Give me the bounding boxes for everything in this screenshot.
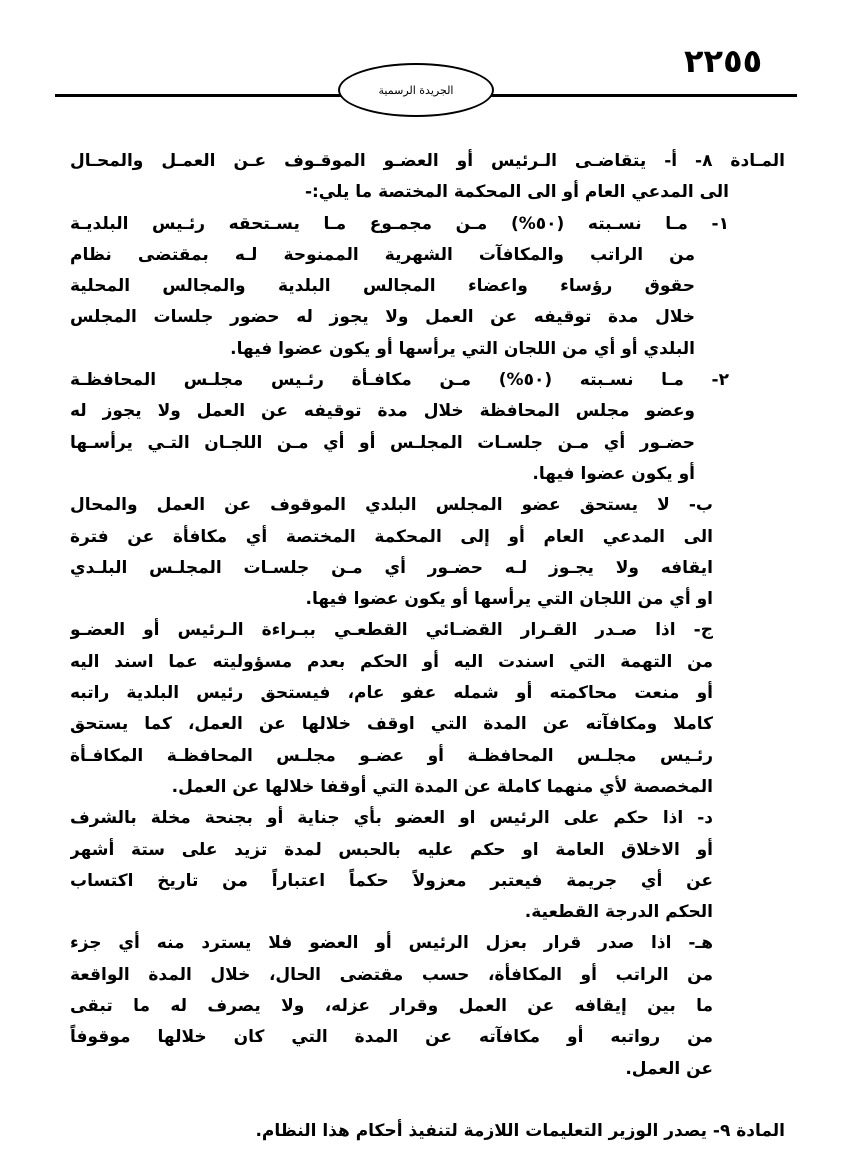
text-line: حضـور أي مـن جلسـات المجلـس أو أي مـن اللجـان التـي يرأسـها [70, 432, 695, 453]
text-line: من رواتبه أو مكافآته عن المدة التي كان خلالها موقوفاً [70, 1027, 713, 1048]
text-line: خلال مدة توقيفه عن العمل ولا يجوز له حضور جلسات المجلس [70, 307, 695, 328]
text-line: هـ- اذا صدر قرار بعزل الرئيس أو العضو فلا يسترد منه أي جزء [70, 933, 713, 954]
text-line: عن أي جريمة فيعتبر معزولاً حكماً اعتباراً من تاريخ اكتساب [70, 870, 713, 891]
text-line: د- اذا حكم على الرئيس او العضو بأي جناية أو بجنحة مخلة بالشرف [70, 808, 713, 829]
text-line: ٢- مـا نسـبته (٥٠%) مـن مكافـأة رئـيس مجلـس المحافظـة [70, 370, 730, 391]
text-line: المادة ٩- يصدر الوزير التعليمات اللازمة لتنفيذ أحكام هذا النظام. [255, 1120, 785, 1141]
text-line: حقوق رؤساء واعضاء المجالس البلدية والمجالس المحلية [70, 276, 695, 297]
text-line: ما بين إيقافه عن العمل وقرار عزله، ولا يصرف له ما تبقى [70, 996, 713, 1017]
text-line: وعضو مجلس المحافظة خلال مدة توقيفه عن العمل ولا يجوز له [70, 401, 695, 422]
text-line: أو الاخلاق العامة او حكم عليه بالحبس لمدة تزيد على ستة أشهر [70, 839, 713, 860]
text-line: ج- اذا صـدر القـرار القضـائي القطعـي ببـراءة الـرئيس أو العضـو [70, 620, 713, 641]
document-body [70, 146, 785, 1147]
text-line: ب- لا يستحق عضو المجلس البلدي الموقوف عن العمل والمحال [70, 495, 713, 516]
text-line: الحكم الدرجة القطعية. [524, 902, 713, 923]
gazette-oval-label: الجريدة الرسمية [338, 63, 494, 117]
text-line: البلدي أو أي من اللجان التي يرأسها أو يكون عضوا فيها. [230, 338, 695, 359]
text-line: كاملا ومكافآته عن المدة التي اوقف خلالها عن العمل، كما يستحق [70, 714, 713, 735]
text-line: الى المدعي العام أو الى المحكمة المختصة ما يلي:- [304, 182, 729, 203]
text-line: ١- مـا نسـبته (٥٠%) مـن مجمـوع مـا يسـتحقه رئـيس البلديـة [70, 213, 730, 234]
text-line: أو منعت محاكمته أو شمله عفو عام، فيستحق رئيس البلدية راتبه [70, 683, 713, 704]
text-line: او أي من اللجان التي يرأسها أو يكون عضوا فيها. [305, 589, 713, 610]
text-line: المـادة ٨- أ- يتقاضـى الـرئيس أو العضـو الموقـوف عـن العمـل والمحـال [70, 151, 785, 171]
text-line: من التهمة التي اسندت اليه أو الحكم بعدم مسؤوليته عما اسند اليه [70, 651, 713, 672]
text-line: أو يكون عضوا فيها. [532, 463, 695, 484]
text-line: ايقافه ولا يجـوز لـه حضـور أي مـن جلسـات المجلـس البلـدي [70, 557, 713, 578]
text-line: المخصصة لأي منهما كاملة عن المدة التي أوقفا خلالها عن العمل. [171, 776, 713, 797]
text-line: من الراتب أو المكافأة، حسب مقتضى الحال، خلال المدة الواقعة [70, 964, 713, 985]
text-line: من الراتب والمكافآت الشهرية الممنوحة لـه بمقتضى نظام [70, 244, 695, 265]
paragraph-gap [70, 1085, 785, 1116]
text-line: رئـيس مجلـس المحافظـة أو عضـو مجلـس المحافظـة المكافـأة [70, 745, 713, 766]
text-line: الى المدعي العام أو إلى المحكمة المختصة أي مكافأة عن فترة [70, 526, 713, 547]
text-line: عن العمل. [625, 1058, 713, 1079]
page-number: ٢٢٥٥ [684, 42, 763, 80]
